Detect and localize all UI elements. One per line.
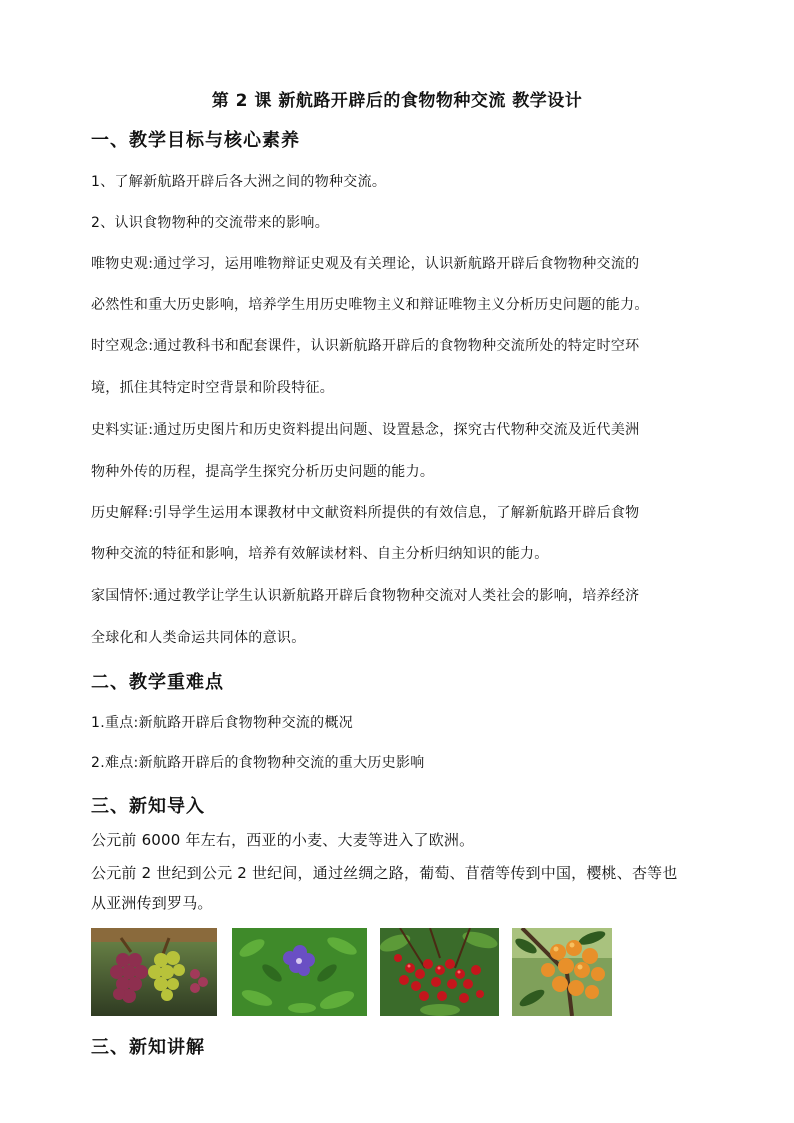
- apricots-photo: [512, 928, 612, 1016]
- grapes-photo: [91, 928, 217, 1016]
- goal-paragraph-line: 物种交流的特征和影响，培养有效解读材料、自主分析归纳知识的能力。: [91, 546, 549, 562]
- goal-paragraph-line: 全球化和人类命运共同体的意识。: [91, 630, 306, 646]
- goal-item: 2、认识食物物种的交流带来的影响。: [91, 215, 330, 231]
- section-heading-lecture: 三、新知讲解: [91, 1037, 205, 1058]
- key-point-item: 1.重点:新航路开辟后食物物种交流的概况: [91, 715, 354, 731]
- alfalfa-photo: [232, 928, 367, 1016]
- intro-line: 从亚洲传到罗马。: [91, 894, 213, 912]
- goal-paragraph-line: 唯物史观:通过学习，运用唯物辩证史观及有关理论，认识新航路开辟后食物物种交流的: [91, 256, 640, 272]
- goal-paragraph-line: 历史解释:引导学生运用本课教材中文献资料所提供的有效信息，了解新航路开辟后食物: [91, 505, 640, 521]
- intro-line: 公元前 2 世纪到公元 2 世纪间，通过丝绸之路，葡萄、苜蓿等传到中国，樱桃、杏等也: [91, 864, 678, 882]
- goal-paragraph-line: 时空观念:通过教科书和配套课件，认识新航路开辟后的食物物种交流所处的特定时空环: [91, 338, 640, 354]
- goal-item: 1、了解新航路开辟后各大洲之间的物种交流。: [91, 174, 387, 190]
- document-title: 第 2 课 新航路开辟后的食物物种交流 教学设计: [211, 91, 583, 111]
- section-heading-goals: 一、教学目标与核心素养: [91, 130, 300, 151]
- cherries-photo: [380, 928, 499, 1016]
- goal-paragraph-line: 必然性和重大历史影响，培养学生用历史唯物主义和辩证唯物主义分析历史问题的能力。: [91, 297, 649, 313]
- key-point-item: 2.难点:新航路开辟后的食物物种交流的重大历史影响: [91, 755, 425, 771]
- section-heading-intro: 三、新知导入: [91, 796, 205, 817]
- section-heading-key-points: 二、教学重难点: [91, 672, 224, 693]
- goal-paragraph-line: 境，抓住其特定时空背景和阶段特征。: [91, 380, 335, 396]
- intro-line: 公元前 6000 年左右，西亚的小麦、大麦等进入了欧洲。: [91, 831, 475, 849]
- goal-paragraph-line: 家国情怀:通过教学让学生认识新航路开辟后食物物种交流对人类社会的影响，培养经济: [91, 588, 640, 604]
- goal-paragraph-line: 物种外传的历程，提高学生探究分析历史问题的能力。: [91, 464, 435, 480]
- goal-paragraph-line: 史料实证:通过历史图片和历史资料提出问题、设置悬念，探究古代物种交流及近代美洲: [91, 422, 640, 438]
